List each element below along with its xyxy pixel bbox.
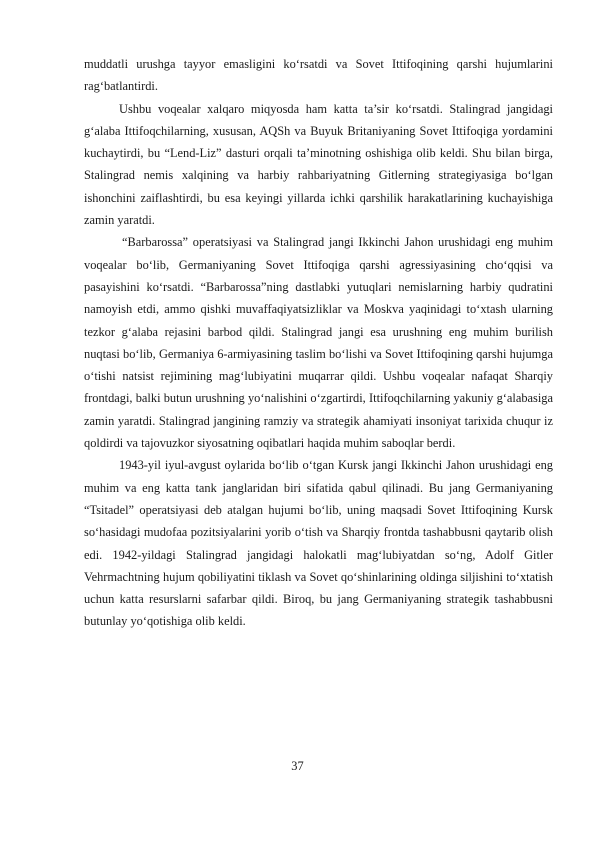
paragraph-continuation: muddatli urushga tayyor emasligini koʻrsatdi va Sovet Ittifoqining qarshi hujumlarini ragʻbatlantirdi. xyxy=(84,57,553,94)
page-number: 37 xyxy=(291,759,304,773)
paragraph-international-impact: Ushbu voqealar xalqaro miqyosda ham katta ta’sir koʻrsatdi. Stalingrad jangidagi gʻalaba Ittifoqchilarning, xususan, AQSh va Buyuk Britaniyaning Sovet Ittifoqiga yordamini kuchaytirdi, bu “Lend-Liz” dasturi orqali ta’minotning oshishiga olib keldi. Shu bilan birga, Stalingrad nemis xalqining va harbiy rahbariyatning Gitlerning strategiyasiga boʻlgan ishonchini zaiflashtirdi, bu esa keyingi yillarda ichki qarshilik harakatlarining kuchayishiga zamin yaratdi. xyxy=(84,101,553,228)
paragraph-kursk-battle: 1943-yil iyul-avgust oylarida boʻlib oʻtgan Kursk jangi Ikkinchi Jahon urushidagi eng muhim va eng katta tank janglaridan biri sifatida qabul qilinadi. Bu jang Germaniyaning “Tsitadel” operatsiyasi deb atalgan hujumi boʻlib, uning maqsadi Sovet Ittifoqining Kursk soʻhasidagi mudofaa pozitsiyalarini yorib oʻtish va Sharqiy frontda tashabbusni qaytarib olish edi. 1942-yildagi Stalingrad jangidagi halokatli magʻlubiyatdan soʻng, Adolf Gitler Vehrmachtning hujum qobiliyatini tiklash va Sovet qoʻshinlarining oldinga siljishini toʻxtatish uchun katta resurslarni safarbar qildi. Biroq, bu jang Germaniyaning strategik tashabbusni butunlay yoʻqotishiga olib keldi. xyxy=(84,458,553,629)
page-body xyxy=(84,53,553,633)
paragraph-barbarossa-summary: “Barbarossa” operatsiyasi va Stalingrad jangi Ikkinchi Jahon urushidagi eng muhim voqealar boʻlib, Germaniyaning Sovet Ittifoqiga qarshi agressiyasining choʻqqisi va pasayishini koʻrsatdi. “Barbarossa”ning dastlabki yutuqlari nemislarning harbiy qudratini namoyish etdi, ammo qishki muvaffaqiyatsizliklar va Moskva yaqinidagi toʻxtash ularning tezkor gʻalaba rejasini barbod qildi. Stalingrad jangi esa urushning eng muhim burilish nuqtasi boʻlib, Germaniya 6-armiyasining taslim boʻlishi va Sovet Ittifoqining qarshi hujumga oʻtishi natsist rejimining magʻlubiyatini muqarrar qildi. Ushbu voqealar nafaqat Sharqiy frontdagi, balki butun urushning yoʻnalishini oʻzgartirdi, Ittifoqchilarning yakuniy gʻalabasiga zamin yaratdi. Stalingrad jangining ramziy va strategik ahamiyati insoniyat tarixida chuqur iz qoldirdi va tajovuzkor siyosatning oqibatlari haqida muhim saboqlar berdi. xyxy=(84,235,553,451)
